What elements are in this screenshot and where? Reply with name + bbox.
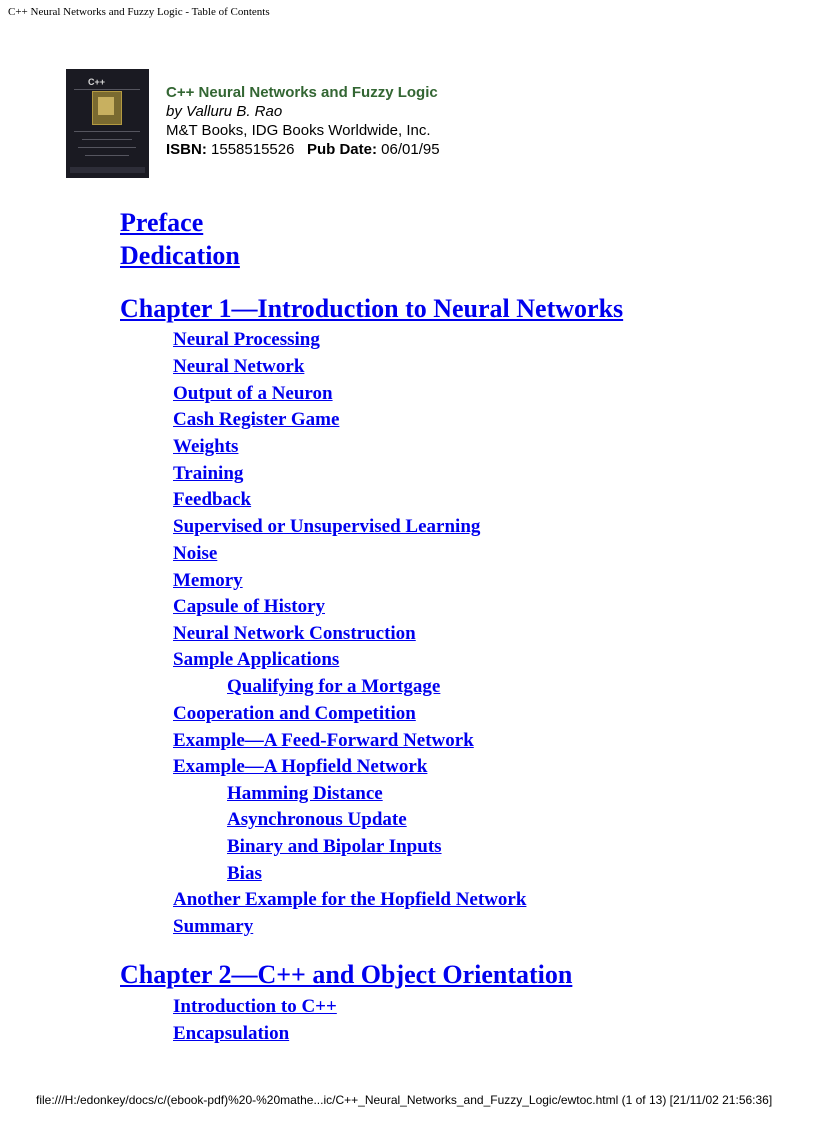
cover-artwork-inner xyxy=(98,97,114,115)
toc-link-section[interactable]: Cooperation and Competition xyxy=(173,703,416,724)
book-cover-image xyxy=(66,69,149,178)
toc-link-section[interactable]: Neural Network xyxy=(173,356,305,377)
toc-link-section[interactable]: Supervised or Unsupervised Learning xyxy=(173,516,481,537)
cover-rule xyxy=(74,131,140,132)
cover-rule xyxy=(74,89,140,90)
toc-link-section[interactable]: Memory xyxy=(173,570,243,591)
toc-link-subsection[interactable]: Hamming Distance xyxy=(227,783,383,804)
toc-link-section[interactable]: Introduction to C++ xyxy=(173,996,337,1017)
toc-link-section[interactable]: Output of a Neuron xyxy=(173,383,333,404)
toc-link-section[interactable]: Neural Processing xyxy=(173,329,320,350)
page-header: C++ Neural Networks and Fuzzy Logic - Table of Contents xyxy=(8,6,270,18)
toc-link-chapter-2[interactable]: Chapter 2—C++ and Object Orientation xyxy=(120,960,573,989)
toc-link-section[interactable]: Example—A Feed-Forward Network xyxy=(173,730,474,751)
toc-link-section[interactable]: Capsule of History xyxy=(173,596,325,617)
toc-link-preface[interactable]: Preface xyxy=(120,208,204,237)
pub-date-label: Pub Date: xyxy=(306,141,377,158)
cover-footer-band xyxy=(70,167,145,173)
pub-date-value: 06/01/95 xyxy=(381,141,440,158)
cover-rule xyxy=(85,155,129,156)
toc-link-section[interactable]: Weights xyxy=(173,436,239,457)
toc-link-section[interactable]: Neural Network Construction xyxy=(173,623,416,644)
book-isbn-line xyxy=(166,140,440,159)
toc-link-subsection[interactable]: Asynchronous Update xyxy=(227,809,407,830)
toc-link-section[interactable]: Summary xyxy=(173,916,254,937)
toc-link-section[interactable]: Noise xyxy=(173,543,218,564)
cover-rule xyxy=(82,139,132,140)
cover-logo: C++ xyxy=(88,77,106,87)
book-publisher: M&T Books, IDG Books Worldwide, Inc. xyxy=(166,122,431,139)
toc-link-section[interactable]: Example—A Hopfield Network xyxy=(173,756,428,777)
toc-link-subsection[interactable]: Qualifying for a Mortgage xyxy=(227,676,441,697)
toc-link-section[interactable]: Another Example for the Hopfield Network xyxy=(173,889,527,910)
book-author: by Valluru B. Rao xyxy=(166,103,283,120)
book-metadata xyxy=(166,83,440,159)
toc-link-section[interactable]: Sample Applications xyxy=(173,649,340,670)
toc-link-section[interactable]: Feedback xyxy=(173,489,252,510)
book-title: C++ Neural Networks and Fuzzy Logic xyxy=(166,84,438,101)
cover-rule xyxy=(78,147,136,148)
toc-link-subsection[interactable]: Binary and Bipolar Inputs xyxy=(227,836,442,857)
toc-link-section[interactable]: Training xyxy=(173,463,244,484)
toc-link-section[interactable]: Encapsulation xyxy=(173,1023,290,1044)
toc-link-subsection[interactable]: Bias xyxy=(227,863,262,884)
page-footer-url: file:///H:/edonkey/docs/c/(ebook-pdf)%20-%20mathe...ic/C++_Neural_Networks_and_Fuzzy_Logic/ewtoc.html (1 of 13) [21/11/02 21:56:36] xyxy=(36,1093,773,1107)
toc-link-section[interactable]: Cash Register Game xyxy=(173,409,340,430)
isbn-value: 1558515526 xyxy=(211,141,295,158)
isbn-label: ISBN: xyxy=(166,141,207,158)
toc-link-chapter-1[interactable]: Chapter 1—Introduction to Neural Networks xyxy=(120,294,624,323)
toc-link-dedication[interactable]: Dedication xyxy=(120,241,240,270)
